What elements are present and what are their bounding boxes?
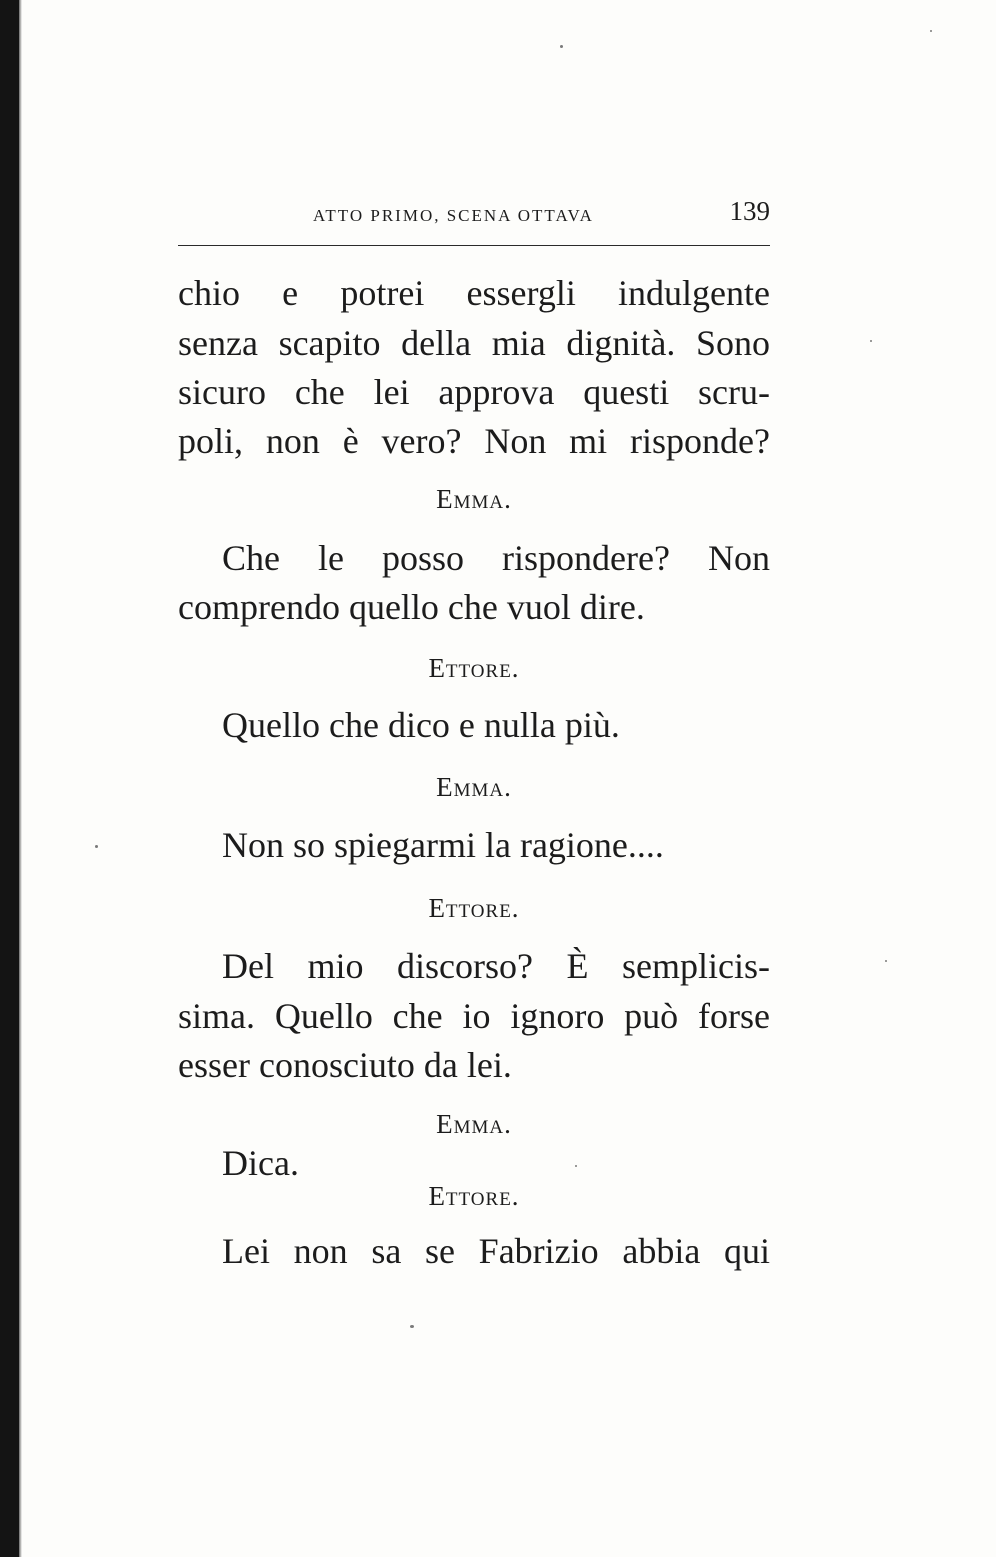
paper-speck [410, 1325, 414, 1328]
text-line: senza scapito della mia dignità. Sono [178, 323, 770, 363]
speaker-name: Emma. [436, 484, 512, 514]
speaker-name: Ettore. [428, 1181, 520, 1211]
text-line: Dica. [222, 1143, 299, 1183]
paper-speck [95, 845, 98, 848]
text-line: Che le posso rispondere? Non [222, 538, 770, 578]
binding-shadow [19, 0, 22, 1557]
text-line: chio e potrei essergli indulgente [178, 273, 770, 313]
paper-speck [930, 30, 932, 32]
text-line: comprendo quello che vuol dire. [178, 587, 645, 627]
text-line: Non so spiegarmi la ragione.... [222, 825, 664, 865]
paper-speck [870, 340, 872, 342]
page-header [178, 196, 770, 236]
text-line: esser conosciuto da lei. [178, 1045, 512, 1085]
text-line: sima. Quello che io ignoro può forse [178, 996, 770, 1036]
paper-speck [560, 45, 563, 48]
text-line: Lei non sa se Fabrizio abbia qui [222, 1231, 770, 1271]
speaker-name: Ettore. [428, 653, 520, 683]
text-line: poli, non è vero? Non mi risponde? [178, 421, 770, 461]
speaker-name: Ettore. [428, 893, 520, 923]
text-line: sicuro che lei approva questi scru- [178, 372, 770, 412]
page-number: 139 [729, 196, 770, 226]
speaker-name: Emma. [436, 772, 512, 802]
speaker-name: Emma. [436, 1109, 512, 1139]
text-line: Quello che dico e nulla più. [222, 705, 620, 745]
paper-speck [885, 960, 887, 962]
header-rule [178, 245, 770, 246]
book-binding-edge [0, 0, 19, 1557]
paper-speck [575, 1165, 577, 1167]
running-title: ATTO PRIMO, SCENA OTTAVA [313, 206, 594, 225]
text-line: Del mio discorso? È semplicis- [222, 946, 770, 986]
